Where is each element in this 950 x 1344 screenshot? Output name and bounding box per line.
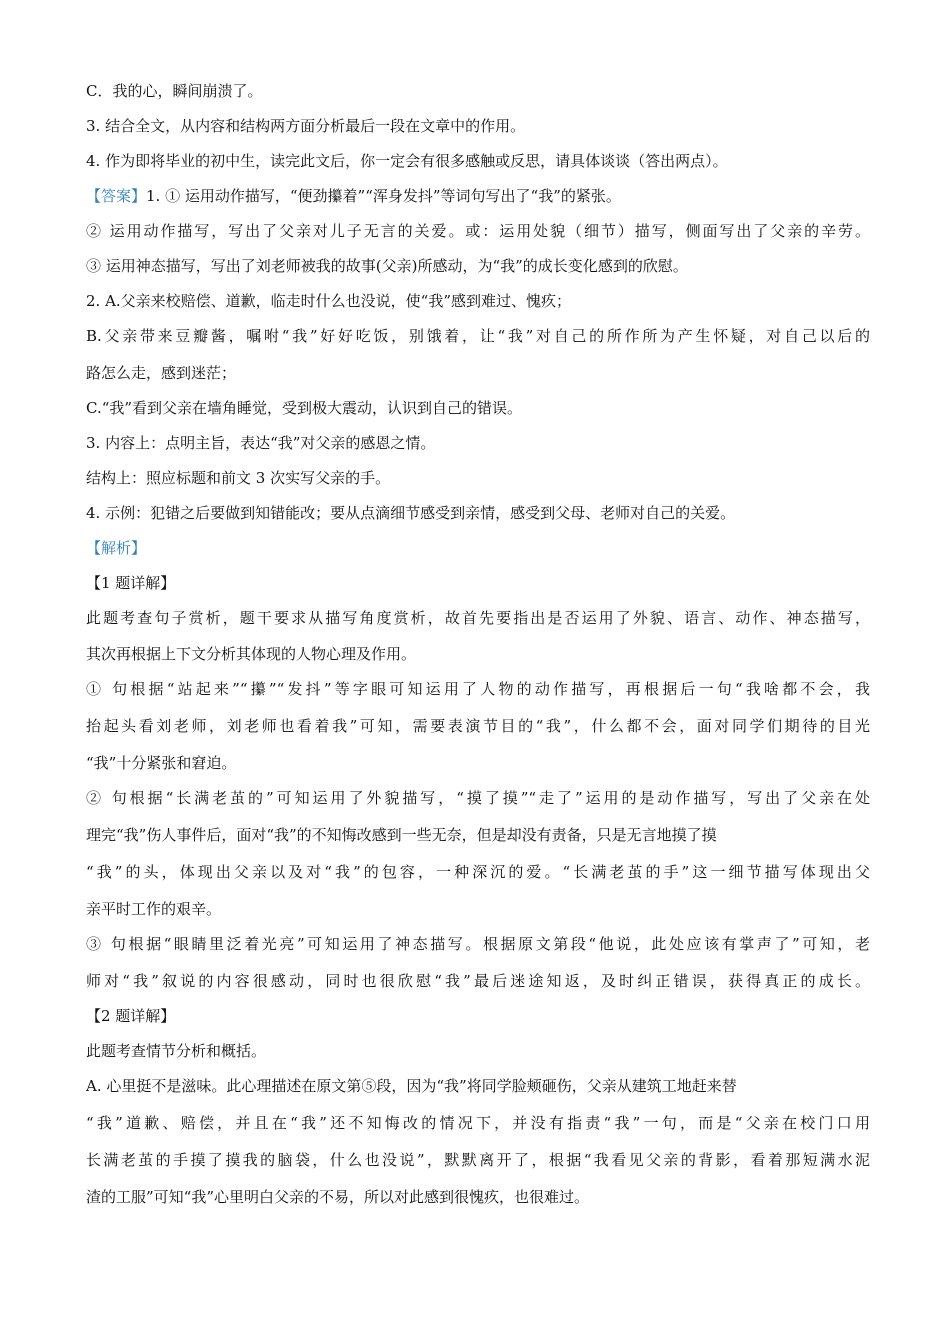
analysis-line-7: 理完“我”伤人事件后，面对“我”的不知悔改感到一些无奈，但是却没有责备，只是无言地摸了摸 bbox=[86, 826, 717, 844]
question-4-line: 4. 作为即将毕业的初中生，读完此文后，你一定会有很多感触或反思，请具体谈谈（答出两点）。 bbox=[86, 152, 728, 170]
analysis-line-4: 抬起头看刘老师，刘老师也看着我”可知，需要表演节目的“我”，什么都不会，面对同学们期待的目光 bbox=[86, 717, 870, 735]
analysis-line-5: “我”十分紧张和窘迫。 bbox=[86, 754, 237, 772]
question-3-line: 3. 结合全文，从内容和结构两方面分析最后一段在文章中的作用。 bbox=[86, 117, 526, 135]
answer-line-10: 4. 示例：犯错之后要做到知错能改；要从点滴细节感受到亲情，感受到父母、老师对自己的关爱。 bbox=[86, 504, 736, 522]
answer-line-5: B.父亲带来豆瓣酱，嘱咐“我”好好吃饭，别饿着，让“我”对自己的所作所为产生怀疑，对自己以后的 bbox=[86, 327, 870, 345]
answer-line-9: 结构上：照应标题和前文 3 次实写父亲的手。 bbox=[86, 469, 391, 487]
answer-line-1: 【答案】1. ① 运用动作描写，“便劲攥着”“浑身发抖”等词句写出了“我”的紧张。 bbox=[86, 187, 621, 205]
answer-line-8: 3. 内容上：点明主旨，表达“我”对父亲的感恩之情。 bbox=[86, 434, 436, 452]
answer-line-3: ③ 运用神态描写，写出了刘老师被我的故事(父亲)所感动，为“我”的成长变化感到的欣慰。 bbox=[86, 257, 688, 275]
analysis-line-3: ① 句根据“站起来”“攥”“发抖”等字眼可知运用了人物的动作描写，再根据后一句“我啥都不会，我 bbox=[86, 680, 870, 698]
analysis-line-9: 亲平时工作的艰辛。 bbox=[86, 900, 222, 918]
analysis-line-11: 师对“我”叙说的内容很感动，同时也很欣慰“我”最后迷途知返，及时纠正错误，获得真正的成长。 bbox=[86, 972, 870, 990]
answer-line-6: 路怎么走，感到迷茫； bbox=[86, 364, 237, 382]
answer-tag: 【答案】 bbox=[86, 187, 147, 205]
answer-line-4: 2. A.父亲来校赔偿、道歉，临走时什么也没说，使“我”感到难过、愧疚； bbox=[86, 292, 572, 310]
option-c-line: C．我的心，瞬间崩溃了。 bbox=[86, 82, 263, 100]
analysis-heading bbox=[86, 537, 146, 559]
analysis-tag: 【解析】 bbox=[86, 539, 147, 557]
analysis-line-16: 渣的工服”可知“我”心里明白父亲的不易，所以对此感到很愧疚，也很难过。 bbox=[86, 1188, 590, 1206]
analysis-line-2: 其次再根据上下文分析其体现的人物心理及作用。 bbox=[86, 645, 417, 663]
answer-line-2: ② 运用动作描写，写出了父亲对儿子无言的关爱。或：运用处貌（细节）描写，侧面写出了父亲的辛劳。 bbox=[86, 222, 870, 240]
analysis-line-14: “我”道歉、赔偿，并且在“我”还不知悔改的情况下，并没有指责“我”一句，而是“父亲在校门口用 bbox=[86, 1114, 870, 1132]
analysis-line-13: A. 心里挺不是滋味。此心理描述在原文第⑤段，因为“我”将同学脸颊砸伤，父亲从建筑工地赶来替 bbox=[86, 1077, 737, 1095]
q2-detail-heading: 【2 题详解】 bbox=[86, 1007, 176, 1025]
analysis-line-1: 此题考查句子赏析，题干要求从描写角度赏析，故首先要指出是否运用了外貌、语言、动作、神态描写， bbox=[86, 609, 870, 627]
analysis-line-12: 此题考查情节分析和概括。 bbox=[86, 1042, 267, 1060]
q1-detail-heading: 【1 题详解】 bbox=[86, 574, 176, 592]
analysis-line-6: ② 句根据“长满老茧的”可知运用了外貌描写，“摸了摸”“走了”运用的是动作描写，写出了父亲在处 bbox=[86, 789, 870, 807]
analysis-line-15: 长满老茧的手摸了摸我的脑袋，什么也没说”，默默离开了，根据“我看见父亲的背影，看着那短满水泥 bbox=[86, 1151, 870, 1169]
answer-line-7: C.“我”看到父亲在墙角睡觉，受到极大震动，认识到自己的错误。 bbox=[86, 399, 523, 417]
analysis-line-8: “我”的头，体现出父亲以及对“我”的包容，一种深沉的爱。“长满老茧的手”这一细节描写体现出父 bbox=[86, 863, 870, 881]
analysis-line-10: ③ 句根据“眼睛里泛着光亮”可知运用了神态描写。根据原文第段“他说，此处应该有掌声了”可知，老 bbox=[86, 935, 870, 953]
